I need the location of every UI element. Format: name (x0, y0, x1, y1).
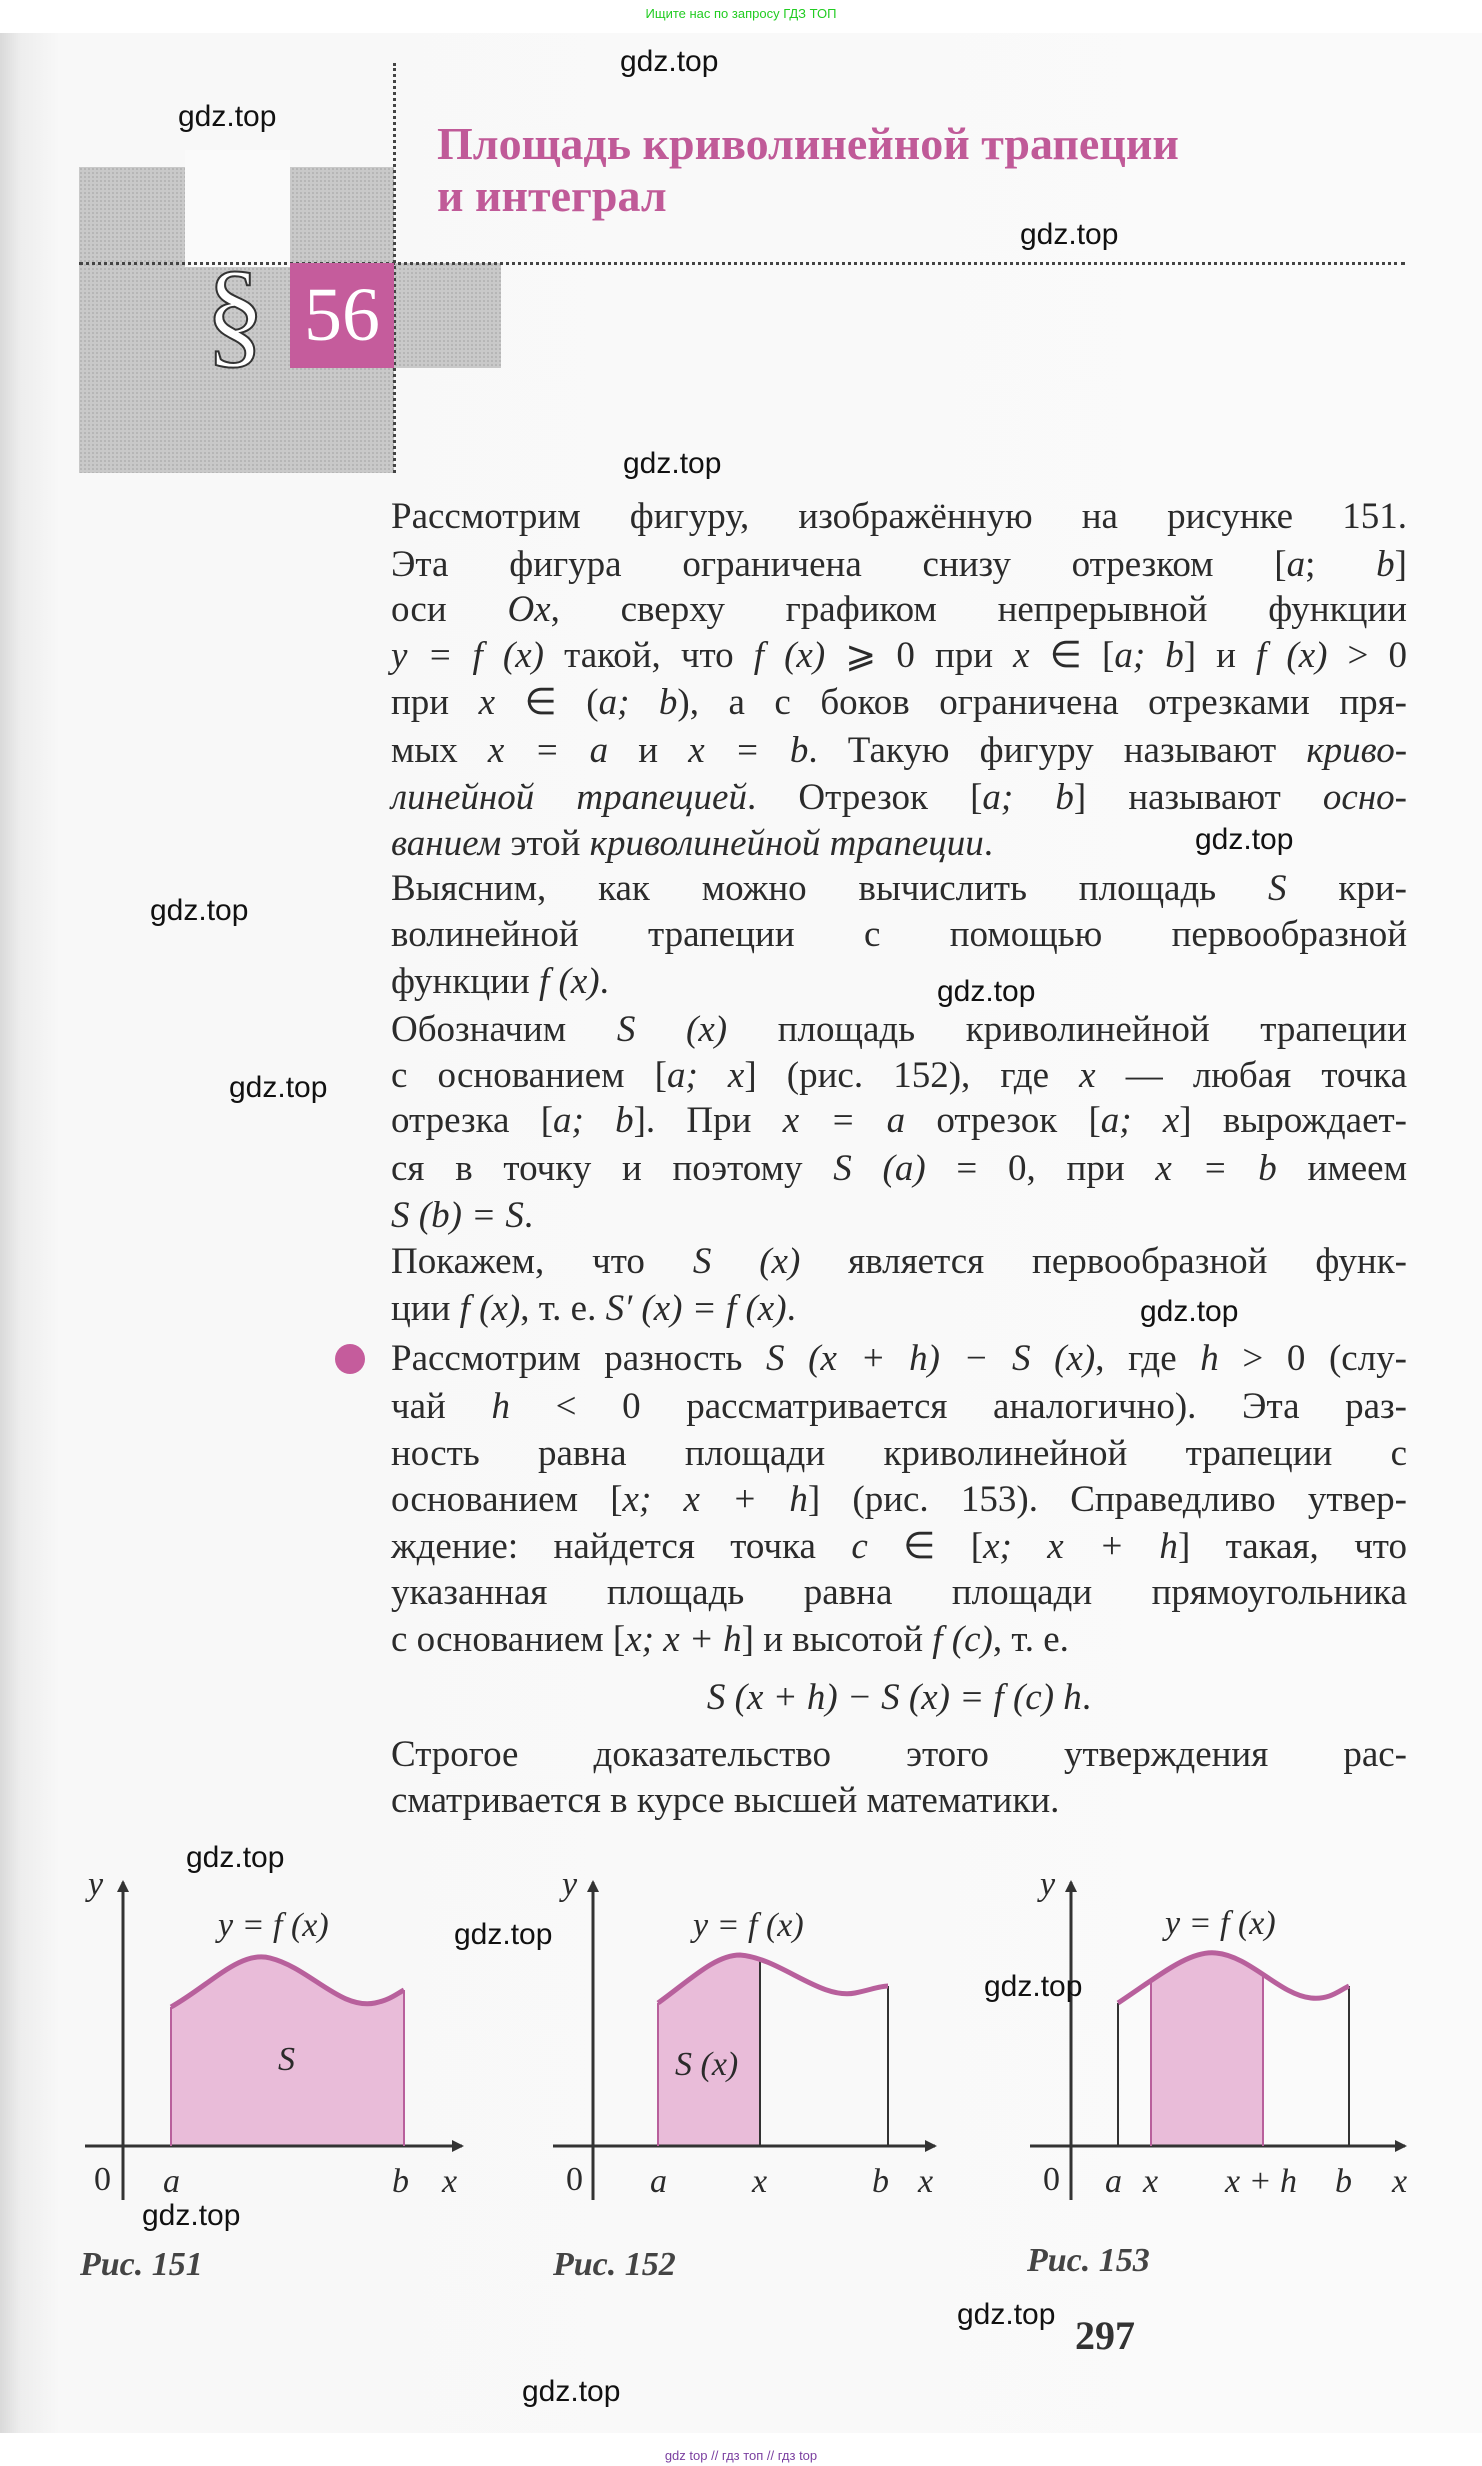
text-segment: сматривается в курсе высшей математики. (391, 1780, 1060, 1821)
page-number: 297 (1075, 2313, 1135, 2358)
text-segment: ] (1394, 544, 1407, 585)
text-segment: мых (391, 730, 488, 771)
math-text: криволинейной трапеции (589, 823, 984, 864)
watermark: gdz.top (620, 45, 719, 78)
caption-fig-151: Рис. 151 (80, 2246, 203, 2283)
text-segment: . Такую фигуру называют (808, 730, 1307, 771)
math-text: x = b (1155, 1148, 1277, 1189)
watermark: gdz.top (623, 447, 722, 480)
math-text: f (x) (538, 961, 600, 1002)
text-segment: ность равна площади криволинейной трапеции с (391, 1433, 1407, 1474)
origin-label: 0 (1043, 2161, 1060, 2198)
text-segment: Покажем, что (391, 1241, 693, 1282)
math-text: осно- (1322, 777, 1407, 818)
x-label: x (442, 2163, 458, 2200)
math-text: f (x) (1256, 635, 1328, 676)
section-sign-icon: § (205, 246, 265, 379)
math-text: a; b (553, 1100, 634, 1141)
math-text: x = a (782, 1100, 906, 1141)
watermark: gdz.top (1140, 1295, 1239, 1328)
tick-x: x (1143, 2163, 1159, 2200)
text-segment: ∈ [ (1029, 635, 1115, 676)
math-text: f (c) (932, 1619, 993, 1660)
math-text: S (x + h) − S (x) (766, 1338, 1096, 1379)
math-text: a; b (982, 777, 1074, 818)
text-segment: указанная площадь равна площади прямоугольника (391, 1572, 1407, 1613)
y-label: y (562, 1866, 578, 1903)
function-label: y = f (x) (218, 1907, 329, 1944)
math-text: a (1286, 544, 1306, 585)
math-text: f (x) (459, 1288, 521, 1329)
math-text: y = f (x) (391, 635, 544, 676)
tick-b: b (392, 2163, 409, 2200)
text-segment: волинейной трапеции с помощью первообразной (391, 914, 1407, 955)
watermark: gdz.top (150, 894, 249, 927)
text-segment: при (391, 682, 479, 723)
math-text: a; b (1114, 635, 1184, 676)
text-segment: — любая точка (1095, 1055, 1407, 1096)
text-segment: . (523, 1195, 534, 1236)
math-text: c (851, 1526, 868, 1567)
section-number: 56 (290, 263, 394, 368)
text-segment: с основанием [ (391, 1055, 667, 1096)
origin-label: 0 (94, 2161, 111, 2198)
bottom-banner-note: gdz top // гдз топ // гдз top (664, 2448, 818, 2463)
text-segment: отрезок [ (905, 1100, 1101, 1141)
tick-x: x (752, 2163, 768, 2200)
math-text: a; x (666, 1055, 745, 1096)
text-segment: основанием [ (391, 1479, 623, 1520)
text-segment: ] называют (1073, 777, 1323, 818)
text-segment: Рассмотрим разность (391, 1338, 767, 1379)
x-label: x (1392, 2163, 1408, 2200)
math-text: x; x + h (983, 1526, 1178, 1567)
watermark: gdz.top (1195, 823, 1294, 856)
y-label: y (88, 1866, 104, 1903)
watermark: gdz.top (186, 1841, 285, 1874)
text-segment: площадь криволинейной трапеции (727, 1009, 1407, 1050)
text-segment: ∈ ( (495, 682, 599, 723)
math-text: h (1200, 1338, 1219, 1379)
text-segment: , т. е. (992, 1619, 1069, 1660)
math-text: x (1013, 635, 1030, 676)
text-segment: кри- (1286, 868, 1407, 909)
math-text: S (x + h) − S (x) = f (c) h (706, 1677, 1082, 1718)
math-text: x = a (487, 730, 609, 771)
figure-151 (85, 1866, 462, 2200)
text-segment: > 0 (1327, 635, 1407, 676)
text-segment: ∈ [ (867, 1526, 984, 1567)
text-segment: функции (391, 961, 539, 1002)
function-label: y = f (x) (1165, 1905, 1276, 1942)
text-segment: оси (391, 589, 508, 630)
text-segment: ся в точку и поэтому (391, 1148, 834, 1189)
text-segment: ] (рис. 153). Справедливо утвер- (807, 1479, 1407, 1520)
watermark: gdz.top (937, 975, 1036, 1008)
math-text: криво- (1306, 730, 1408, 771)
math-text: Ox (507, 589, 551, 630)
text-segment: > 0 (слу- (1218, 1338, 1407, 1379)
watermark: gdz.top (984, 1970, 1083, 2003)
math-text: линейной трапецией (391, 777, 747, 818)
text-segment: ] и высотой (741, 1619, 933, 1660)
tick-a: a (163, 2163, 180, 2200)
watermark: gdz.top (142, 2199, 241, 2232)
tick-a: a (1105, 2163, 1122, 2200)
text-segment: Выясним, как можно вычислить площадь (391, 868, 1269, 909)
title-line-2: и интеграл (437, 170, 667, 221)
math-text: h (491, 1386, 510, 1427)
watermark: gdz.top (1020, 218, 1119, 251)
watermark: gdz.top (229, 1071, 328, 1104)
math-text: a; x (1100, 1100, 1180, 1141)
math-text: S′ (x) = f (x) (605, 1288, 787, 1329)
area-label: S (x) (675, 2046, 739, 2083)
math-text: S (x) (616, 1009, 728, 1050)
function-label: y = f (x) (693, 1907, 804, 1944)
text-segment: Эта фигура ограничена снизу отрезком [ (391, 544, 1287, 585)
text-segment: ; (1305, 544, 1377, 585)
text-segment: . (786, 1288, 796, 1329)
text-segment: Строгое доказательство этого утверждения рас- (391, 1734, 1407, 1775)
text-segment: чай (391, 1386, 492, 1427)
text-segment: является первообразной функ- (800, 1241, 1407, 1282)
math-text: x (478, 682, 496, 723)
text-segment: , т. е. (520, 1288, 606, 1329)
math-text: x (1079, 1055, 1096, 1096)
text-segment: такой, что (544, 635, 754, 676)
title-line-1: Площадь криволинейной трапеции (437, 118, 1179, 169)
figure-153 (1030, 1866, 1407, 2200)
top-banner-note: Ищите нас по запросу ГДЗ ТОП (645, 6, 837, 21)
watermark: gdz.top (178, 100, 277, 133)
math-text: x; x + h (622, 1479, 808, 1520)
tick-a: a (650, 2163, 667, 2200)
caption-fig-152: Рис. 152 (553, 2246, 676, 2283)
math-text: b (1376, 544, 1395, 585)
text-segment: ] такая, что (1177, 1526, 1407, 1567)
x-label: x (918, 2163, 934, 2200)
text-segment: Обозначим (391, 1009, 617, 1050)
text-segment: ⩾ 0 при (825, 635, 1014, 676)
math-text: x = b (688, 730, 809, 771)
text-segment: ]. При (633, 1100, 783, 1141)
y-label: y (1040, 1866, 1056, 1903)
text-segment: с основанием [ (391, 1619, 626, 1660)
watermark: gdz.top (957, 2298, 1056, 2331)
math-text: S (b) = S (391, 1195, 524, 1236)
math-text: S (1268, 868, 1287, 909)
text-segment: , сверху графиком непрерывной функции (550, 589, 1407, 630)
text-segment: этой (501, 823, 590, 864)
text-segment: . (1081, 1677, 1092, 1718)
text-segment: ] (рис. 152), где (744, 1055, 1080, 1096)
text-segment: ждение: найдется точка (391, 1526, 852, 1567)
text-segment: < 0 рассматривается аналогично). Эта раз- (509, 1386, 1407, 1427)
text-segment: Рассмотрим фигуру, изображённую на рисунке 151. (391, 496, 1407, 537)
math-text: S (x) (692, 1241, 801, 1282)
text-segment: отрезка [ (391, 1100, 554, 1141)
tick-b: b (1335, 2163, 1352, 2200)
math-text: S (a) (833, 1148, 926, 1189)
text-segment: ] и (1183, 635, 1257, 676)
text-segment: ции (391, 1288, 460, 1329)
watermark: gdz.top (454, 1918, 553, 1951)
text-segment: = 0, при (925, 1148, 1156, 1189)
math-text: x; x + h (625, 1619, 742, 1660)
watermark: gdz.top (522, 2375, 621, 2408)
tick-x-plus-h: x + h (1225, 2163, 1298, 2200)
figure-152 (553, 1866, 935, 2200)
tick-b: b (872, 2163, 889, 2200)
text-segment: . (599, 961, 609, 1002)
caption-fig-153: Рис. 153 (1027, 2242, 1150, 2279)
text-segment: ), а с боков ограничена отрезками пря- (677, 682, 1407, 723)
text-segment: . (983, 823, 994, 864)
text-segment: ] вырождает- (1179, 1100, 1407, 1141)
text-segment: и (608, 730, 689, 771)
math-text: a; b (598, 682, 678, 723)
origin-label: 0 (566, 2161, 583, 2198)
math-text: f (x) (753, 635, 826, 676)
math-text: ванием (391, 823, 502, 864)
area-label: S (278, 2041, 295, 2078)
text-segment: , где (1095, 1338, 1201, 1379)
text-segment: . Отрезок [ (746, 777, 983, 818)
text-segment: имеем (1276, 1148, 1407, 1189)
